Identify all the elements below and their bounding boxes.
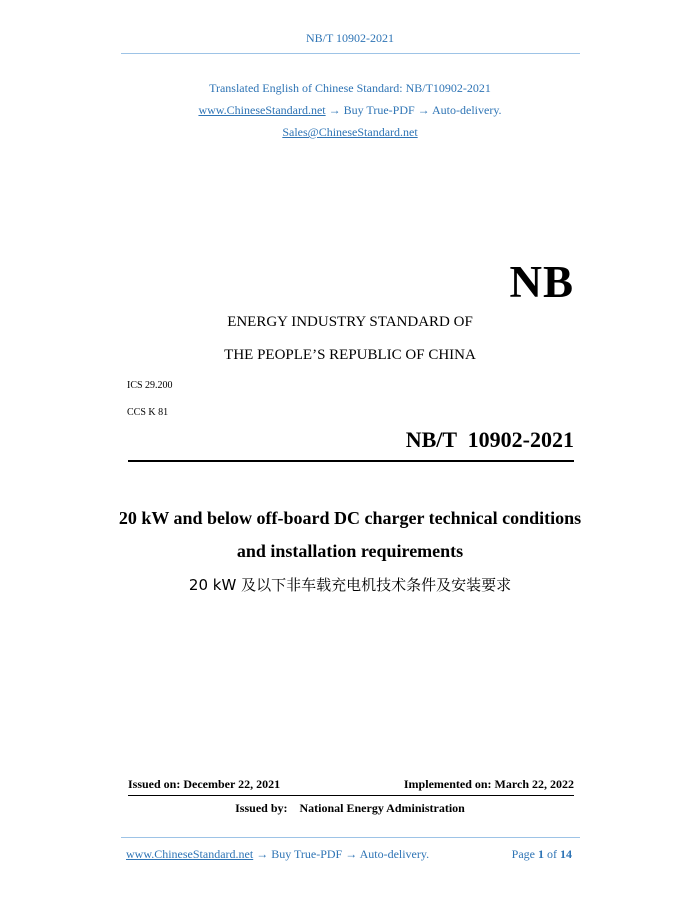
footer-website-link[interactable]: www.ChineseStandard.net bbox=[126, 847, 254, 861]
title-en-line-2: and installation requirements bbox=[236, 541, 464, 561]
website-link[interactable]: www.ChineseStandard.net bbox=[198, 103, 326, 117]
promo-line-1: Translated English of Chinese Standard: NB/T10902-2021 bbox=[209, 81, 491, 95]
header-rule bbox=[121, 53, 580, 54]
email-link[interactable]: Sales@ChineseStandard.net bbox=[282, 125, 418, 139]
footer-promo bbox=[126, 847, 429, 862]
page-of: of bbox=[544, 847, 560, 861]
promo-line-2-text: → Buy True-PDF → Auto-delivery. bbox=[325, 103, 502, 117]
ics-code: ICS 29.200 bbox=[127, 380, 173, 391]
footer-promo-text: → Buy True-PDF → Auto-delivery. bbox=[253, 847, 430, 861]
running-header: NB/T 10902-2021 bbox=[305, 31, 395, 45]
promo-line-2 bbox=[0, 99, 700, 121]
issuing-org-line-1: ENERGY INDUSTRY STANDARD OF bbox=[227, 314, 473, 330]
promo-line-3 bbox=[0, 121, 700, 143]
nb-logo: NB bbox=[509, 257, 574, 307]
dates-rule bbox=[128, 795, 574, 796]
implemented-on-date: Implemented on: March 22, 2022 bbox=[403, 777, 574, 791]
page-label: Page bbox=[511, 847, 538, 861]
page-indicator bbox=[512, 847, 572, 862]
title-en-line-1: 20 kW and below off-board DC charger technical conditions bbox=[118, 508, 582, 528]
issuing-org-line-2: THE PEOPLE’S REPUBLIC OF CHINA bbox=[224, 347, 476, 363]
standard-number-rule bbox=[128, 460, 574, 462]
issued-by: Issued by: National Energy Administration bbox=[235, 801, 465, 815]
standard-number: NB/T 10902-2021 bbox=[405, 427, 574, 452]
title-chinese: 20 kW 及以下非车载充电机技术条件及安装要求 bbox=[188, 576, 512, 594]
ccs-code: CCS K 81 bbox=[127, 407, 169, 418]
page-current: 1 bbox=[538, 847, 544, 861]
promo-block bbox=[0, 77, 700, 143]
page-total: 14 bbox=[560, 847, 572, 861]
footer-rule bbox=[121, 837, 580, 838]
issued-on-date: Issued on: December 22, 2021 bbox=[128, 777, 281, 791]
